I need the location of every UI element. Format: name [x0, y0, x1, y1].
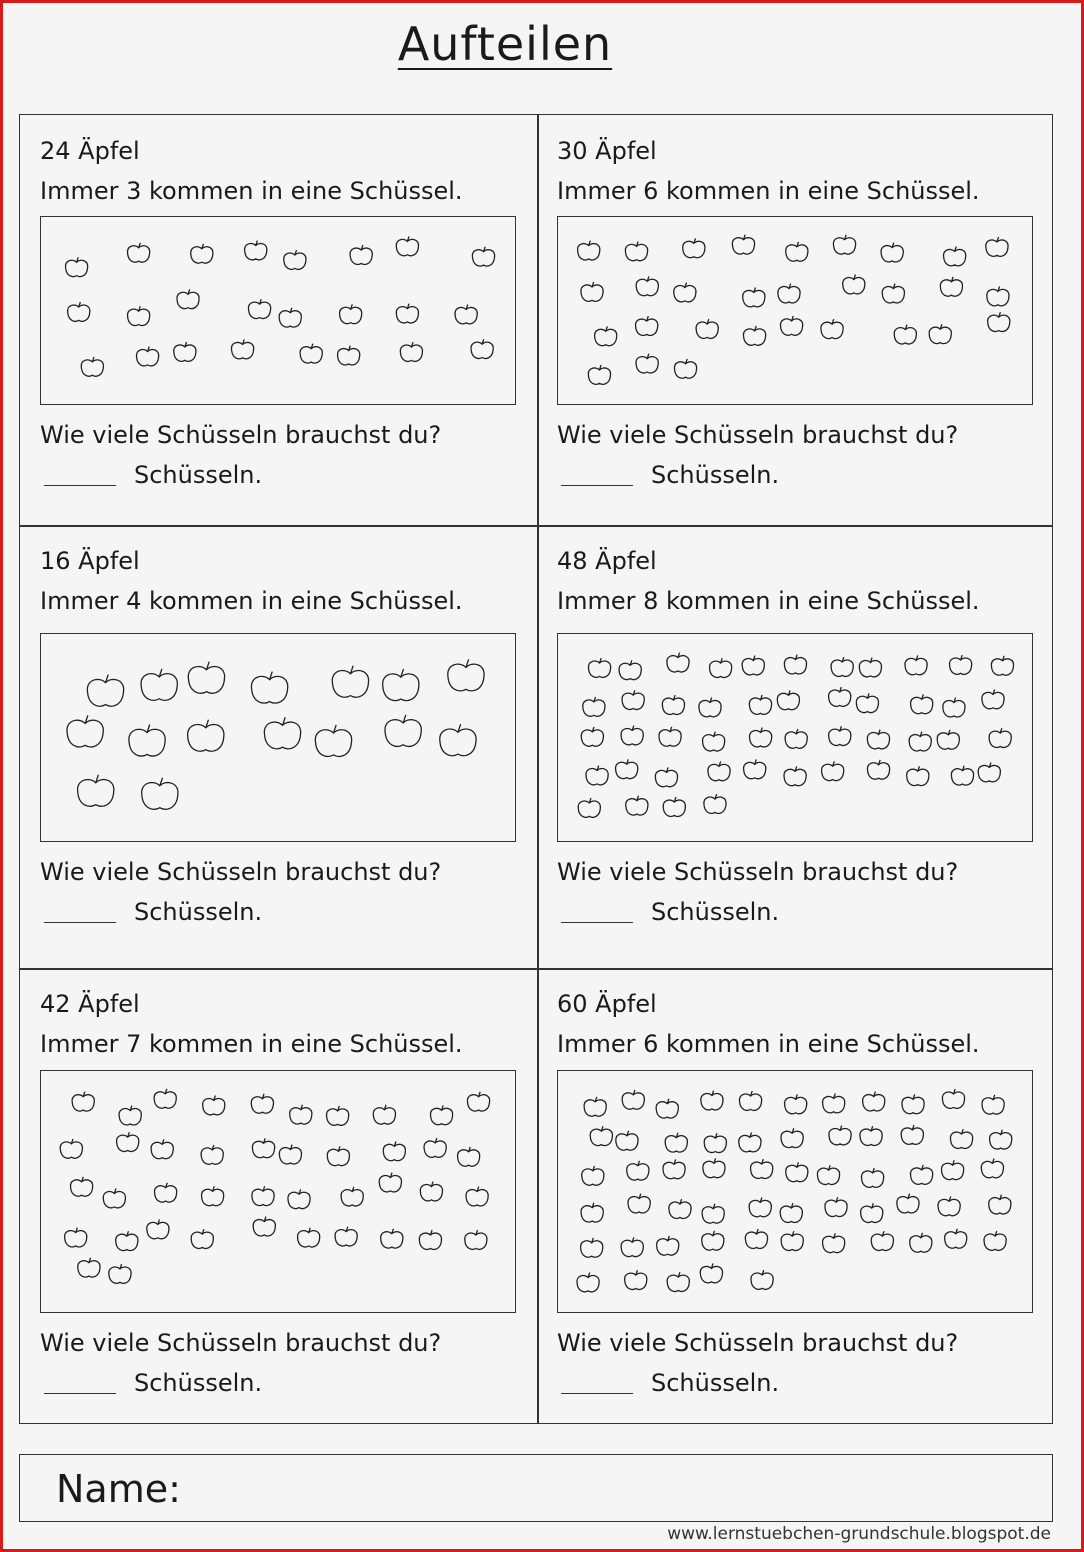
apple-icon: [938, 1196, 960, 1215]
task-grid: [19, 114, 1053, 1424]
apple-icon: [472, 247, 494, 266]
apple-icon: [739, 1132, 761, 1151]
answer-suffix: Schüsseln.: [134, 461, 263, 489]
apple-icon: [657, 1236, 679, 1255]
apple-icon: [662, 695, 684, 714]
apple-icon: [154, 1089, 176, 1108]
apple-icon: [749, 728, 771, 747]
apple-icon: [905, 655, 927, 674]
apple-icon: [894, 325, 916, 344]
apple-icon: [943, 698, 965, 717]
apple-icon: [455, 305, 477, 324]
answer-suffix: Schüsseln.: [651, 898, 780, 926]
apple-icon: [937, 730, 959, 749]
apple-icon: [817, 1165, 839, 1184]
apple-icon: [821, 319, 843, 338]
answer-blank[interactable]: [44, 922, 116, 923]
apple-icon: [622, 690, 644, 709]
answer-blank[interactable]: [561, 485, 633, 486]
answer-blank[interactable]: [561, 1393, 633, 1394]
apple-icon: [823, 1233, 845, 1252]
apple-icon: [578, 798, 600, 817]
apple-icon: [902, 1094, 924, 1113]
apple-icon: [385, 715, 421, 747]
footer-url: www.lernstuebchen-grundschule.blogspot.de: [667, 1524, 1051, 1544]
apple-icon: [699, 698, 721, 717]
apple-icon: [338, 346, 360, 365]
apple-icon: [128, 243, 150, 262]
apple-icon: [867, 730, 889, 749]
apple-icon: [245, 241, 267, 260]
apple-icon: [751, 1159, 773, 1178]
apple-icon: [989, 728, 1011, 747]
apple-icon: [941, 1160, 963, 1179]
apple-drawing: [558, 217, 1032, 404]
apple-icon: [703, 1158, 725, 1177]
apple-icon: [188, 720, 224, 752]
apple-icon: [616, 759, 638, 778]
apple-box: [40, 633, 516, 842]
apple-icon: [467, 1092, 489, 1111]
apple-icon: [626, 796, 648, 815]
answer-blank[interactable]: [561, 922, 633, 923]
apple-icon: [861, 1203, 883, 1222]
apple-icon: [582, 1166, 604, 1185]
apple-icon: [703, 732, 725, 751]
apple-icon: [739, 1091, 761, 1110]
apple-icon: [586, 766, 608, 785]
apple-icon: [625, 1270, 647, 1289]
apple-icon: [667, 653, 689, 672]
apple-icon: [744, 759, 766, 778]
apple-icon: [929, 324, 951, 343]
apple-icon: [136, 347, 158, 366]
apple-icon: [786, 1162, 808, 1181]
apple-count: 30 Äpfel: [557, 137, 657, 165]
apple-icon: [751, 1270, 773, 1289]
apple-icon: [743, 287, 765, 306]
apple-icon: [655, 767, 677, 786]
group-rule: Immer 6 kommen in eine Schüssel.: [557, 1030, 980, 1058]
apple-icon: [583, 697, 605, 716]
apple-count: 42 Äpfel: [40, 990, 140, 1018]
apple-icon: [231, 339, 253, 358]
apple-icon: [942, 1089, 964, 1108]
apple-box: [557, 1070, 1033, 1313]
apple-icon: [867, 760, 889, 779]
apple-icon: [341, 1187, 363, 1206]
apple-icon: [252, 1186, 274, 1205]
apple-icon: [860, 1126, 882, 1145]
apple-icon: [251, 672, 287, 704]
apple-icon: [284, 250, 306, 269]
apple-icon: [988, 312, 1010, 331]
apple-drawing: [41, 1071, 515, 1312]
apple-icon: [829, 687, 851, 706]
apple-icon: [109, 1264, 131, 1283]
apple-icon: [667, 1272, 689, 1291]
apple-icon: [981, 1158, 1003, 1177]
apple-icon: [732, 235, 754, 254]
apple-icon: [829, 1126, 851, 1145]
apple-icon: [78, 1258, 100, 1277]
question-text: Wie viele Schüsseln brauchst du?: [40, 421, 442, 449]
apple-icon: [381, 1229, 403, 1248]
apple-icon: [70, 1177, 92, 1196]
apple-box: [40, 216, 516, 405]
apple-icon: [578, 241, 600, 260]
apple-icon: [951, 766, 973, 785]
question-text: Wie viele Schüsseln brauchst du?: [557, 421, 959, 449]
question-text: Wie viele Schüsseln brauchst du?: [557, 1329, 959, 1357]
question-text: Wie viele Schüsseln brauchst du?: [557, 858, 959, 886]
apple-icon: [709, 658, 731, 677]
apple-icon: [784, 766, 806, 785]
apple-icon: [683, 238, 705, 257]
task-cell: [20, 968, 537, 1425]
answer-blank[interactable]: [44, 485, 116, 486]
apple-icon: [253, 1217, 275, 1236]
apple-icon: [871, 1231, 893, 1250]
apple-icon: [383, 1141, 405, 1160]
apple-drawing: [558, 1071, 1032, 1312]
apple-icon: [290, 1105, 312, 1124]
task-cell: [20, 525, 537, 968]
apple-icon: [177, 289, 199, 308]
apple-icon: [288, 1189, 310, 1208]
name-field[interactable]: [19, 1454, 1053, 1522]
apple-icon: [379, 1173, 401, 1192]
apple-icon: [595, 326, 617, 345]
apple-icon: [588, 658, 610, 677]
apple-icon: [749, 695, 771, 714]
apple-icon: [340, 304, 362, 323]
apple-icon: [116, 1231, 138, 1250]
apple-icon: [155, 1183, 177, 1202]
apple-icon: [396, 304, 418, 323]
apple-icon: [65, 257, 87, 276]
apple-icon: [859, 658, 881, 677]
apple-icon: [327, 1106, 349, 1125]
apple-icon: [622, 1090, 644, 1109]
apple-icon: [863, 1092, 885, 1111]
apple-icon: [279, 1145, 301, 1164]
apple-icon: [577, 1273, 599, 1292]
apple-icon: [440, 724, 476, 756]
apple-icon: [636, 276, 658, 295]
apple-icon: [68, 302, 90, 321]
apple-icon: [982, 689, 1004, 708]
apple-icon: [628, 1194, 650, 1213]
apple-icon: [663, 1159, 685, 1178]
apple-icon: [984, 1231, 1006, 1250]
apple-icon: [944, 246, 966, 265]
apple-icon: [663, 797, 685, 816]
apple-icon: [949, 655, 971, 674]
apple-icon: [65, 1228, 87, 1247]
apple-icon: [881, 243, 903, 262]
answer-blank[interactable]: [44, 1393, 116, 1394]
apple-icon: [142, 778, 178, 810]
apple-icon: [252, 1138, 274, 1157]
apple-icon: [843, 275, 865, 294]
apple-count: 60 Äpfel: [557, 990, 657, 1018]
apple-icon: [978, 762, 1000, 781]
apple-icon: [621, 1237, 643, 1256]
apple-icon: [300, 344, 322, 363]
apple-icon: [702, 1204, 724, 1223]
apple-icon: [696, 319, 718, 338]
apple-icon: [117, 1132, 139, 1151]
apple-icon: [251, 1094, 273, 1113]
apple-drawing: [41, 634, 515, 841]
apple-icon: [373, 1105, 395, 1124]
apple-icon: [708, 761, 730, 780]
question-text: Wie viele Schüsseln brauchst du?: [40, 1329, 442, 1357]
apple-icon: [674, 359, 696, 378]
apple-icon: [616, 1131, 638, 1150]
apple-icon: [831, 657, 853, 676]
apple-icon: [466, 1187, 488, 1206]
apple-icon: [471, 339, 493, 358]
apple-icon: [785, 1094, 807, 1113]
group-rule: Immer 8 kommen in eine Schüssel.: [557, 587, 980, 615]
apple-icon: [785, 729, 807, 748]
apple-count: 16 Äpfel: [40, 547, 140, 575]
apple-icon: [743, 326, 765, 345]
apple-icon: [636, 316, 658, 335]
apple-icon: [780, 1203, 802, 1222]
apple-icon: [103, 1189, 125, 1208]
apple-icon: [989, 1195, 1011, 1214]
apple-icon: [128, 306, 150, 325]
task-cell: [537, 525, 1054, 968]
apple-icon: [581, 1203, 603, 1222]
apple-icon: [67, 715, 103, 747]
apple-icon: [424, 1138, 446, 1157]
apple-icon: [945, 1229, 967, 1248]
apple-icon: [911, 694, 933, 713]
apple-icon: [590, 1126, 612, 1145]
apple-icon: [901, 1125, 923, 1144]
apple-icon: [201, 1145, 223, 1164]
apple-icon: [327, 1146, 349, 1165]
apple-icon: [702, 1231, 724, 1250]
name-label: Name:: [56, 1467, 181, 1511]
answer-suffix: Schüsseln.: [651, 1369, 780, 1397]
apple-icon: [465, 1230, 487, 1249]
apple-icon: [665, 1133, 687, 1152]
apple-icon: [400, 342, 422, 361]
apple-icon: [264, 717, 300, 749]
apple-icon: [822, 761, 844, 780]
apple-icon: [203, 1096, 225, 1115]
apple-icon: [784, 655, 806, 674]
apple-count: 48 Äpfel: [557, 547, 657, 575]
apple-icon: [60, 1139, 82, 1158]
apple-icon: [619, 660, 641, 679]
apple-icon: [298, 1228, 320, 1247]
apple-icon: [419, 1230, 441, 1249]
apple-icon: [174, 342, 196, 361]
apple-icon: [897, 1194, 919, 1213]
apple-icon: [749, 1197, 771, 1216]
apple-icon: [700, 1263, 722, 1282]
apple-icon: [882, 284, 904, 303]
apple-icon: [987, 286, 1009, 305]
apple-icon: [781, 1128, 803, 1147]
apple-icon: [248, 299, 270, 318]
apple-icon: [910, 1233, 932, 1252]
apple-icon: [856, 693, 878, 712]
apple-icon: [777, 690, 799, 709]
apple-count: 24 Äpfel: [40, 137, 140, 165]
apple-icon: [829, 726, 851, 745]
apple-icon: [147, 1219, 169, 1238]
apple-icon: [659, 727, 681, 746]
page-title: Aufteilen: [397, 17, 613, 71]
apple-icon: [141, 669, 177, 701]
apple-icon: [656, 1099, 678, 1118]
apple-icon: [833, 235, 855, 254]
apple-icon: [191, 1229, 213, 1248]
apple-icon: [584, 1097, 606, 1116]
answer-suffix: Schüsseln.: [651, 461, 780, 489]
apple-icon: [448, 659, 484, 691]
apple-icon: [982, 1095, 1004, 1114]
answer-suffix: Schüsseln.: [134, 898, 263, 926]
apple-icon: [81, 357, 103, 376]
apple-icon: [704, 1133, 726, 1152]
apple-icon: [950, 1129, 972, 1148]
apple-icon: [861, 1168, 883, 1187]
apple-icon: [201, 1186, 223, 1205]
apple-icon: [909, 732, 931, 751]
apple-icon: [129, 724, 165, 756]
task-cell: [537, 968, 1054, 1425]
question-text: Wie viele Schüsseln brauchst du?: [40, 858, 442, 886]
group-rule: Immer 6 kommen in eine Schüssel.: [557, 177, 980, 205]
task-cell: [537, 115, 1054, 525]
apple-icon: [581, 282, 603, 301]
apple-icon: [458, 1147, 480, 1166]
apple-icon: [907, 766, 929, 785]
apple-box: [557, 216, 1033, 405]
apple-icon: [581, 727, 603, 746]
apple-icon: [786, 242, 808, 261]
apple-icon: [778, 284, 800, 303]
group-rule: Immer 7 kommen in eine Schüssel.: [40, 1030, 463, 1058]
answer-suffix: Schüsseln.: [134, 1369, 263, 1397]
apple-icon: [701, 1091, 723, 1110]
apple-icon: [396, 236, 418, 255]
apple-icon: [188, 662, 224, 694]
apple-icon: [279, 308, 301, 327]
apple-icon: [704, 794, 726, 813]
apple-icon: [191, 244, 213, 263]
apple-icon: [990, 1130, 1012, 1149]
apple-icon: [383, 669, 419, 701]
apple-icon: [636, 354, 658, 373]
apple-icon: [781, 1231, 803, 1250]
apple-icon: [581, 1238, 603, 1257]
apple-drawing: [558, 634, 1032, 841]
apple-icon: [588, 365, 610, 384]
apple-icon: [87, 675, 123, 707]
apple-icon: [332, 666, 368, 698]
apple-icon: [621, 726, 643, 745]
apple-icon: [625, 241, 647, 260]
apple-icon: [825, 1197, 847, 1216]
apple-icon: [742, 656, 764, 675]
apple-box: [40, 1070, 516, 1313]
apple-icon: [72, 1092, 94, 1111]
apple-icon: [940, 277, 962, 296]
apple-icon: [991, 656, 1013, 675]
apple-icon: [420, 1182, 442, 1201]
apple-icon: [745, 1229, 767, 1248]
apple-icon: [350, 245, 372, 264]
apple-icon: [78, 775, 114, 807]
apple-box: [557, 633, 1033, 842]
apple-icon: [627, 1161, 649, 1180]
group-rule: Immer 3 kommen in eine Schüssel.: [40, 177, 463, 205]
apple-icon: [315, 725, 351, 757]
apple-icon: [910, 1165, 932, 1184]
apple-icon: [119, 1106, 141, 1125]
apple-icon: [674, 283, 696, 302]
apple-icon: [986, 237, 1008, 256]
apple-icon: [151, 1139, 173, 1158]
apple-icon: [823, 1093, 845, 1112]
apple-drawing: [41, 217, 515, 404]
apple-icon: [430, 1105, 452, 1124]
group-rule: Immer 4 kommen in eine Schüssel.: [40, 587, 463, 615]
task-cell: [20, 115, 537, 525]
apple-icon: [335, 1227, 357, 1246]
apple-icon: [669, 1199, 691, 1218]
apple-icon: [780, 316, 802, 335]
